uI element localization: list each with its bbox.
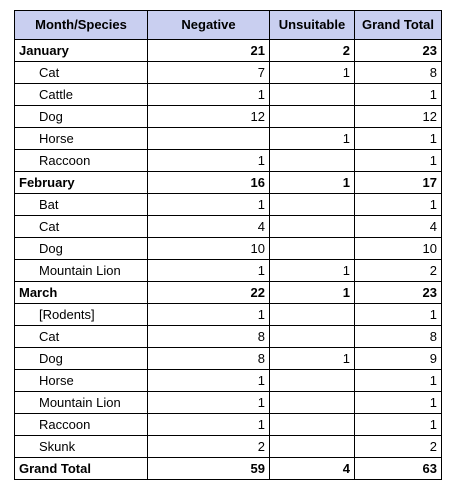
species-row: [15, 194, 442, 216]
total-count: 2: [355, 260, 442, 282]
negative-count: 4: [148, 216, 270, 238]
species-row: [15, 392, 442, 414]
header-row: [15, 11, 442, 40]
total-count: 12: [355, 106, 442, 128]
negative-count: [148, 128, 270, 150]
species-row: [15, 348, 442, 370]
row-label: Mountain Lion: [15, 260, 148, 282]
negative-count: 8: [148, 326, 270, 348]
row-label: January: [15, 40, 148, 62]
total-count: 17: [355, 172, 442, 194]
negative-count: 7: [148, 62, 270, 84]
total-count: 9: [355, 348, 442, 370]
species-row: [15, 326, 442, 348]
negative-count: 12: [148, 106, 270, 128]
row-label: March: [15, 282, 148, 304]
total-count: 4: [355, 216, 442, 238]
total-count: 1: [355, 414, 442, 436]
unsuitable-count: 1: [270, 128, 355, 150]
row-label: Cat: [15, 62, 148, 84]
negative-count: 21: [148, 40, 270, 62]
total-count: 1: [355, 194, 442, 216]
row-label: February: [15, 172, 148, 194]
unsuitable-count: 1: [270, 62, 355, 84]
negative-count: 1: [148, 392, 270, 414]
month-row: [15, 172, 442, 194]
negative-count: 1: [148, 260, 270, 282]
total-count: 1: [355, 392, 442, 414]
total-count: 1: [355, 370, 442, 392]
species-row: [15, 128, 442, 150]
species-row: [15, 370, 442, 392]
row-label: Dog: [15, 238, 148, 260]
total-count: 23: [355, 282, 442, 304]
total-count: 1: [355, 128, 442, 150]
month-row: [15, 282, 442, 304]
row-label: Horse: [15, 128, 148, 150]
total-count: 8: [355, 326, 442, 348]
header-negative: Negative: [148, 11, 270, 40]
row-label: [Rodents]: [15, 304, 148, 326]
total-count: 10: [355, 238, 442, 260]
negative-count: 1: [148, 370, 270, 392]
unsuitable-count: [270, 436, 355, 458]
header-month-species: Month/Species: [15, 11, 148, 40]
row-label: Cat: [15, 216, 148, 238]
negative-count: 8: [148, 348, 270, 370]
negative-count: 10: [148, 238, 270, 260]
unsuitable-count: [270, 216, 355, 238]
unsuitable-count: [270, 106, 355, 128]
grand-total-row: [15, 458, 442, 480]
negative-count: 59: [148, 458, 270, 480]
unsuitable-count: [270, 84, 355, 106]
row-label: Dog: [15, 106, 148, 128]
species-row: [15, 260, 442, 282]
row-label: Mountain Lion: [15, 392, 148, 414]
unsuitable-count: 1: [270, 282, 355, 304]
row-label: Dog: [15, 348, 148, 370]
negative-count: 1: [148, 194, 270, 216]
species-row: [15, 150, 442, 172]
unsuitable-count: [270, 150, 355, 172]
unsuitable-count: [270, 326, 355, 348]
row-label: Cat: [15, 326, 148, 348]
species-row: [15, 238, 442, 260]
header-unsuitable: Unsuitable: [270, 11, 355, 40]
pivot-table-container: [14, 10, 442, 480]
table-body: [15, 40, 442, 480]
unsuitable-count: [270, 414, 355, 436]
species-row: [15, 106, 442, 128]
total-count: 8: [355, 62, 442, 84]
negative-count: 2: [148, 436, 270, 458]
pivot-table: [14, 10, 442, 480]
negative-count: 1: [148, 150, 270, 172]
unsuitable-count: [270, 370, 355, 392]
total-count: 63: [355, 458, 442, 480]
negative-count: 22: [148, 282, 270, 304]
total-count: 1: [355, 304, 442, 326]
species-row: [15, 62, 442, 84]
total-count: 1: [355, 84, 442, 106]
species-row: [15, 436, 442, 458]
species-row: [15, 414, 442, 436]
negative-count: 1: [148, 414, 270, 436]
unsuitable-count: [270, 238, 355, 260]
unsuitable-count: 2: [270, 40, 355, 62]
row-label: Horse: [15, 370, 148, 392]
negative-count: 1: [148, 84, 270, 106]
negative-count: 1: [148, 304, 270, 326]
unsuitable-count: [270, 194, 355, 216]
unsuitable-count: [270, 392, 355, 414]
species-row: [15, 304, 442, 326]
row-label: Raccoon: [15, 150, 148, 172]
total-count: 1: [355, 150, 442, 172]
unsuitable-count: 1: [270, 348, 355, 370]
species-row: [15, 84, 442, 106]
month-row: [15, 40, 442, 62]
unsuitable-count: 1: [270, 260, 355, 282]
header-grand-total: Grand Total: [355, 11, 442, 40]
negative-count: 16: [148, 172, 270, 194]
row-label: Grand Total: [15, 458, 148, 480]
unsuitable-count: [270, 304, 355, 326]
row-label: Raccoon: [15, 414, 148, 436]
table-header: [15, 11, 442, 40]
species-row: [15, 216, 442, 238]
unsuitable-count: 1: [270, 172, 355, 194]
unsuitable-count: 4: [270, 458, 355, 480]
total-count: 2: [355, 436, 442, 458]
row-label: Bat: [15, 194, 148, 216]
row-label: Skunk: [15, 436, 148, 458]
row-label: Cattle: [15, 84, 148, 106]
total-count: 23: [355, 40, 442, 62]
